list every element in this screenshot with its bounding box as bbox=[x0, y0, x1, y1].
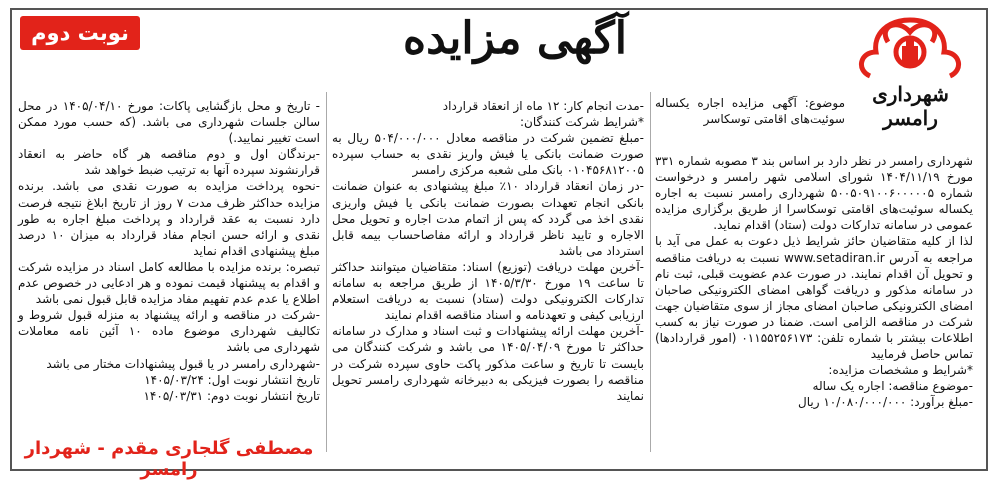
second-round-badge: نوبت دوم bbox=[20, 16, 140, 50]
municipality-logo bbox=[848, 12, 973, 132]
logo-caption: شهرداری رامسر bbox=[872, 82, 949, 130]
notice-subject: موضوع: آگهی مزایده اجاره یکساله سوئیت‌های اقامتی توسکاسر bbox=[655, 96, 845, 127]
column-divider bbox=[326, 92, 327, 452]
municipality-emblem-icon bbox=[848, 12, 973, 82]
mayor-signature: مصطفی گلجاری مقدم - شهردار رامسر bbox=[24, 438, 314, 480]
paragraph: -شرکت در مناقصه و ارائه پیشنهاد به منزله قبول شروط و تکالیف شهرداری موضوع ماده ۱۰ آئین نامه معاملات شهرداری می باشد bbox=[18, 308, 320, 355]
paragraph: *شرایط شرکت کنندگان: bbox=[519, 115, 644, 130]
paragraph: -مبلغ برآورد: ۱۰/۰۸۰/۰۰۰/۰۰۰ ریال bbox=[798, 395, 973, 410]
paragraph: -مبلغ تضمین شرکت در مناقصه معادل ۵۰۴/۰۰۰/۰۰۰ ریال به صورت ضمانت بانکی یا فیش واریز نقدی به حساب سپرده ۰۱۰۴۵۶۸۱۲۰۰۵ بانک ملی شعبه مرکزی رامسر bbox=[332, 131, 644, 178]
paragraph: شهرداری رامسر در نظر دارد بر اساس بند ۳ مصوبه شماره ۳۳۱ مورخ ۱۴۰۴/۱۱/۱۹ شورای اسلامی شهر رامسر و درخواست شماره ۵۰۰۵۰۹۱۰۰۶۰۰۰۰۰۵ شهرداری رامسر نسبت به اجاره یکساله سوئیت‌های اقامتی توسکاسرا از طریق برگزاری مزایده عمومی در سامانه تدارکات دولت (ستاد) اقدام نماید. bbox=[655, 154, 974, 233]
paragraph: - تاریخ و محل بازگشایی پاکات: مورخ ۱۴۰۵/۰۴/۱۰ در محل سالن جلسات شهرداری می باشد. (که حسب مورد ممکن است تغییر نمایید.) bbox=[18, 99, 321, 146]
paragraph: *شرایط و مشخصات مزایده: bbox=[828, 363, 973, 378]
middle-column bbox=[332, 98, 644, 404]
paragraph: -نحوه پرداخت مزایده به صورت نقدی می باشد. برنده مزایده حداکثر ظرف مدت ۷ روز از تاریخ ابلاغ نتیجه فرصت دارد نسبت به عقد قرارداد و پرداخت مبلغ اجاره به طور نقدی و ارائه حسن انجام مفاد قرارداد به میزان ۱۰ درصد مبلغ پیشنهادی اقدام نماید bbox=[18, 179, 320, 258]
paragraph: -برندگان اول و دوم مناقصه هر گاه حاضر به انعقاد قرارنشوند سپرده آنها به ترتیب ضبط خواهد شد bbox=[18, 147, 320, 178]
notice-title: آگهی مزایده bbox=[403, 13, 627, 64]
column-divider bbox=[650, 92, 651, 452]
paragraph: تاریخ انتشار نوبت دوم: ۱۴۰۵/۰۳/۳۱ bbox=[143, 388, 320, 403]
paragraph: -آخرین مهلت ارائه پیشنهادات و ثبت اسناد و مدارک در سامانه حداکثر تا مورخ ۱۴۰۵/۰۴/۰۹ می باشد و شرکت کنندگان می بایست تا تاریخ و ساعت مذکور پاکت حاوی سپرده شرکت در مناقصه را بصورت فیزیکی به دبیرخانه شهرداری رامسر تحویل نمایند bbox=[332, 324, 644, 403]
paragraph: -مدت انجام کار: ۱۲ ماه از انعقاد قرارداد bbox=[442, 99, 644, 113]
paragraph: -موضوع مناقصه: اجاره یک ساله bbox=[812, 379, 973, 394]
paragraph: -در زمان انعقاد قرارداد ۱۰٪ مبلغ پیشنهادی به عنوان ضمانت بانکی انجام تعهدات بصورت ضمانت بانکی یا فیش واریزی نقدی اخذ می گردد که پس از اتمام مدت اجاره و تحویل محل الاجاره و تایید ناظر قرارداد و ارائه مفاصاحساب بیمه قابل استرداد می باشد bbox=[332, 179, 644, 258]
paragraph: تبصره: برنده مزایده با مطالعه کامل اسناد در مزایده شرکت و اقدام به پیشنهاد قیمت نموده و هر ادعایی در خصوص عدم اطلاع یا عدم عدم تفهیم مفاد مزایده قابل قبول نمی باشد bbox=[18, 259, 320, 307]
paragraph: تاریخ انتشار نوبت اول: ۱۴۰۵/۰۳/۲۴ bbox=[144, 372, 320, 387]
paragraph: -شهرداری رامسر در یا قبول پیشنهادات مختار می باشد bbox=[46, 356, 320, 371]
paragraph: لذا از کلیه متقاضیان حائز شرایط ذیل دعوت به عمل می آید با مراجعه به آدرس www.setadiran.ir نسبت به دریافت مناقصه و تحویل آن اقدام نمایند. در صورت عدم عضویت قبلی، ثبت نام در سامانه مذکور و دریافت گواهی امضای الکترونیکی صاحبان امضای الکترونیکی صاحبان امضای مجاز از سوی متقاضیان جهت شرکت در مناقصه الزامی است. ضمنا در صورت نیاز به کسب اطلاعات بیشتر با شماره تلفن: ۰۱۱۵۵۲۵۶۱۷۳ (امور قراردادها) تماس حاصل فرمایید bbox=[655, 234, 973, 362]
paragraph: -آخرین مهلت دریافت (توزیع) اسناد: متقاضیان میتوانند حداکثر تا ساعت ۱۹ مورخ ۱۴۰۵/۳/۳۰ از طریق مراجعه به سامانه تدارکات الکترونیکی دولت (ستاد) نسبت به دریافت استعلام ارزیابی کیفی و تعهدنامه و اسناد مناقصه اقدام نمایند bbox=[332, 259, 645, 323]
right-column bbox=[655, 153, 973, 411]
left-column bbox=[18, 98, 320, 404]
